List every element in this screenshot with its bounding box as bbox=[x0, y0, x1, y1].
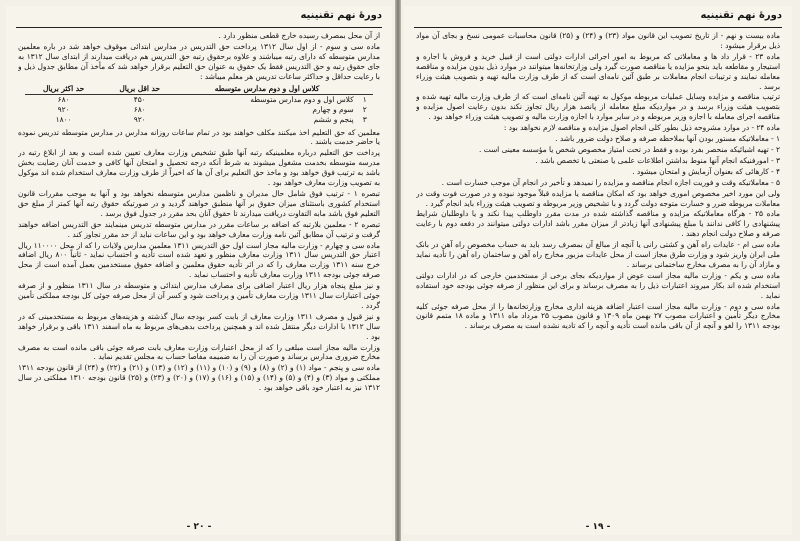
left-page bbox=[6, 6, 392, 535]
right-paragraph: ماده ۲۴ - در موارد مشروحه ذیل بطور کلی انجام اصول مزایده و مناقصه لازم نخواهد بود : bbox=[503, 123, 780, 133]
salary-col-grade bbox=[357, 84, 373, 95]
salary-grade: ۳ bbox=[362, 114, 367, 124]
right-paragraph: ۴ - کارهائی که بعنوان آزمایش و امتحان میشود . bbox=[632, 166, 780, 176]
left-paragraph: پرداخت حق التعلیم درباره معلمینیکه رتبه آنها طبق تشخیص وزارت معارف تعیین شده است و بعد از ابلاغ رتبه در مدرسه متوسطه بخدمت مشغول میشوند به شرط آنکه درجه تحصیل و امتحان آنها کافی و خدمت آنان رضایت بخش باشد به ترتیب فوق خواهد بود و ماخذ حق التعلیم برای آن ها که اخیراً از طرف وزارت معارف استخدام شده اند موکول به تصویب وزارت معارف خواهد بود . bbox=[18, 148, 380, 188]
right-page-number: - ۱۹ - bbox=[585, 522, 611, 532]
right-paragraph: ماده ۲۵ - هرگاه معاملاتیکه مزایده و مناقصه گذاشته شده در مدت مقرر داوطلب پیدا نکند و یا داوطلبان شرایط پیشنهادی را کافی ندانند یا مبلغ پیشنهادی آنها زیادتر از میزان مقرر باشد ادارات دولتی میتوانند در دفعه دوم با رعایت صرفه و صلاح دولت انجام دهند . bbox=[416, 209, 780, 239]
left-page-body bbox=[18, 31, 380, 517]
salary-max: ۶۸۰ bbox=[57, 94, 70, 104]
salary-col-label: کلاس اول و دوم مدارس متوسطه bbox=[177, 84, 356, 95]
salary-label: کلاس اول و دوم مدارس متوسطه bbox=[250, 94, 354, 104]
left-paragraph: از آن محل بمصرف رسیده خارج قطعی منظور دارد . bbox=[218, 31, 380, 40]
right-page bbox=[404, 6, 792, 535]
left-header-title: دورهٔ نهم تقنینیه bbox=[300, 10, 382, 21]
left-paragraph: ماده سی و سوم - از اول سال ۱۳۱۲ پرداخت حق التدریس در مدارس ابتدائی موقوف خواهد شد در باره معلمین مدارس متوسطه که دارای رتبه میباشند و علاوه برحقوق رتبه حق التدریس هم دریافت میدارند از ابتدای سال ۱۳۱۲ به جای حقوق رتبه و حق التدریس فقط یک حقوق به عنوان حق التعلیم برقرار خواهد شد که مأخذ آن مطابق جدول ذیل و با رعایت حداقل و حداکثر ساعات تدریس هر معلم میباشد : bbox=[18, 41, 380, 81]
right-paragraph: ماده سی و یکم - وزارت مالیه مجاز است عوض از مواردیکه بجای برخی از مستخدمین خارجی که در ادارات دولتی استخدام شده اند بکار میروند اعتبارات ذیل را به مصرف برساند و برای این منظور از صرفه جوئی بودجه خود استفاده نماید . bbox=[416, 270, 780, 300]
salary-col-min: حد اقل بریال bbox=[102, 84, 178, 95]
left-paragraph: ماده سی و پنجم - مواد (۱) و (۲) و (۸) و (۹) و (۱۰) و (۱۱) و (۱۲) و (۱۳) و (۲۱) و (۲۲) و (۲۴) از قانون بودجه ۱۳۱۱ مملکتی و مواد (۳) و (۴) و (۵) و (۱۴) و (۱۵) و (۱۶) و (۱۷) و (۲۰) و (۲۳) و (۲۵) قانون بودجه ۱۳۱۰ مملکتی در سال ۱۳۱۲ نیز به اعتبار خود باقی خواهد بود . bbox=[18, 363, 380, 393]
left-header-rule bbox=[16, 27, 382, 28]
left-page-header bbox=[16, 10, 382, 26]
salary-min: ۶۸۰ bbox=[133, 104, 146, 114]
left-paragraph: و نیز مبلغ پنجاه هزار ریال اعتبار اضافی برای مصارف مدارس ابتدائی و متوسطه در سال ۱۳۱۱ منظور و از صرفه جوئی اعتبارات سال ۱۳۱۱ وزارت معارف تأمین و پرداخت شود و کسر آن از محل صرفه جوئی کل بودجه مملکتی تأمین گردد . bbox=[18, 281, 380, 310]
right-header-rule bbox=[414, 27, 782, 28]
left-page-number: - ۲۰ - bbox=[186, 522, 212, 532]
salary-table bbox=[25, 84, 373, 125]
salary-max: ۹۲۰ bbox=[57, 104, 70, 114]
right-paragraph: ولی این مورد اخیر مخصوص اموری خواهد بود که امکان مناقصه یا مزایده قبلاً موجود نبوده و در صورت فوت وقت در معاملات مربوطه ضرر و خسارت متوجه دولت گردد و با تشخیص وزیر مربوطه و تصویب هیئت وزراء باید انجام گیرد . bbox=[416, 188, 780, 208]
salary-label: سوم و چهارم bbox=[312, 104, 354, 114]
right-paragraph: ۱ - معاملاتیکه مستور بودن آنها بملاحظه صرفه و صلاح دولت ضرور باشد . bbox=[555, 134, 780, 144]
left-paragraph: و نیز قبول و مصرف ۱۳۱۱ وزارت معارف از بابت کسر بودجه سال گذشته و هزینه‌های مربوط به مستخدمینی که در سال ۱۳۱۲ با ادارات دیگر منتقل شده اند و همچنین پرداخت بدهی‌های مربوط به ماه اسفند ۱۳۱۱ باقی و برقرار خواهد بود . bbox=[18, 311, 380, 341]
right-page-body bbox=[416, 31, 780, 517]
right-paragraph: ۳ - امورفنیکه انجام آنها منوط بداشتن اطلاعات علمی یا صنعتی با تخصص باشد . bbox=[535, 155, 780, 165]
table-row bbox=[25, 94, 373, 105]
salary-table-header bbox=[25, 84, 373, 95]
salary-label: پنجم و ششم bbox=[313, 114, 354, 124]
right-header-title: دورهٔ نهم تقنینیه bbox=[700, 10, 782, 21]
left-paragraph: معلمین که حق التعلیم اخذ میکنند مکلف خواهند بود در تمام ساعات روزانه مدارس در مدارس متوسطه تدریس نموده یا حاضر خدمت باشند . bbox=[18, 127, 380, 147]
right-paragraph: ماده ۲۳ - قرار داد ها و معاملاتی که مربوط به امور اجرائی ادارات دولتی است از قبیل خرید و فروش یا اجاره و استیجار و مقاطعه باید بنحو مزایده یا مناقصه صورت گیرد ولی وزارتخانه‌ها میتوانند در موارد ذیل بدون مزایده و مناقصه معامله نمایند و ترتیبات انجام معاملات بر طبق آئین نامه‌ای است که از طرف وزارت مالیه تهیه و بتصویب هیئت وزراء برسد . bbox=[416, 51, 780, 91]
left-paragraph: ماده سی و چهارم - وزارت مالیه مجاز است اول حق التدریس ۱۳۱۱ معلمین مدارس ولایات را که از محل ۱۱۰۰۰۰ ریال اعتبار حق التدریس سال ۱۳۱۱ وزارت معارف منظور و تعهد شده است تأدیه و احتساب نماید - ثانیاً ۸۰۰ ریال اضافه خرج سنه ۱۳۱۱ وزارت معارف را که در اثر تأدیه حقوق معلمین و اضافه حقوق مستخدمین بعمل آمده است از محل صرفه جوئی بودجه ۱۳۱۱ وزارت معارف تأدیه و احتساب نماید . bbox=[18, 240, 380, 280]
book-gutter bbox=[395, 0, 401, 541]
right-paragraph: ماده بیست و نهم - از تاریخ تصویب این قانون مواد (۲۳) و (۲۴) و (۲۵) قانون محاسبات عمومی نسخ و بجای آن مواد ذیل برقرار میشود : bbox=[416, 31, 780, 50]
left-paragraph: وزارت مالیه مجاز است مبلغی را که از محل اعتبارات وزارت معارف بابت صرفه جوئی باقی مانده است به مصرف مخارج ضروری مدارس برساند و صورت آن را به ضمیمه مفاصا حساب به مجلس تقدیم نماید . bbox=[18, 342, 380, 362]
right-page-header bbox=[414, 10, 782, 26]
right-paragraph: ماده سی و دوم - وزارت مالیه مجاز است اعتبار اضافه هزینه اداری مخارج وزارتخانه‌ها را از محل صرفه جوئی کلیه مخارج دیگر تأمین و اعتبارات مصوب ۲۷ بهمن ماه ۱۳۰۹ و قانون مصوب ۲۵ مرداد ماه ۱۳۱۱ و ماده ۱۸ متمم قانون بودجه ۱۳۱۱ را لغو و آنچه از آن باقی مانده است تأدیه و آنچه را که تادیه نشده است به مصرف برساند . bbox=[416, 301, 780, 331]
table-row bbox=[25, 105, 373, 115]
salary-max: ۱۸۰۰ bbox=[55, 114, 72, 124]
table-row bbox=[25, 115, 373, 125]
right-paragraph: ۵ - معاملاتیکه وقت و فوریت اجازه انجام مناقصه و مزایده را نمیدهد و تأخیر در انجام آن موجب خسارت است . bbox=[441, 177, 780, 187]
salary-grade: ۱ bbox=[362, 94, 367, 104]
salary-grade: ۲ bbox=[362, 104, 367, 114]
salary-col-max: حد اکثر بریال bbox=[25, 84, 102, 95]
right-paragraph: ترتیب مناقصه و مزایده وسایل عملیات مربوطه موکول به تهیه آئین نامه‌ای است که از طرف وزارت مالیه تهیه شده و بتصویب هیئت وزراء برسد و در مواردیکه مبلغ معامله از پانصد هزار ریال تجاوز نکند بدون رعایت اصول مزایده و مناقصه اجرای معامله با اجازه وزیر مربوطه و در سایر موارد با اجازه وزارت مالیه و تصویب هیئت وزراء خواهد بود . bbox=[416, 92, 780, 122]
salary-min: ۹۲۰ bbox=[133, 114, 146, 124]
left-paragraph: تبصره ۲ - معلمین بلارتبه که اضافه بر ساعات مقرر در مدارس متوسطه تدریس مینمایند حق التدریس اضافه خواهند گرفت و ترتیب آن مطابق آئین نامه وزارت معارف خواهد بود و این ساعات نباید از حد مقرر تجاوز کند . bbox=[18, 219, 380, 239]
right-paragraph: ۲ - تهیه اشیائیکه منحصر بفرد بوده و فقط در تحت امتیاز مخصوص شخص یا مؤسسه معینی است . bbox=[479, 144, 780, 154]
salary-min: ۴۵۰ bbox=[133, 94, 146, 104]
right-paragraph: ماده سی ام - عایدات راه آهن و کشتی رانی یا آنچه از مبالغ آن بمصرف رسد باید به حساب مخصوص راه آهن در بانک ملی ایران واریز شود و وزارت طرق مجاز است از محل عایدات مزبور مخارج راه آهن و ساختمان راه آهن را تأدیه نماید و مازاد آن را به مصرف مخارج ساختمانی برساند . bbox=[416, 240, 780, 269]
left-paragraph: تبصره ۱ - ترتیب فوق شامل حال مدیران و ناظمین مدارس متوسطه نخواهد بود و آنها به موجب مقررات قانون استخدام کشوری باستثنای میزان حقوق بر آنها منطبق خواهند گردید و در صورتیکه حقوق رتبه آنها کمتر از مبلغ حق التعلیم فوق باشد مابه التفاوت دریافت میدارند تا حقوق آنان بحد مقرر در جدول فوق برسد . bbox=[18, 188, 380, 218]
